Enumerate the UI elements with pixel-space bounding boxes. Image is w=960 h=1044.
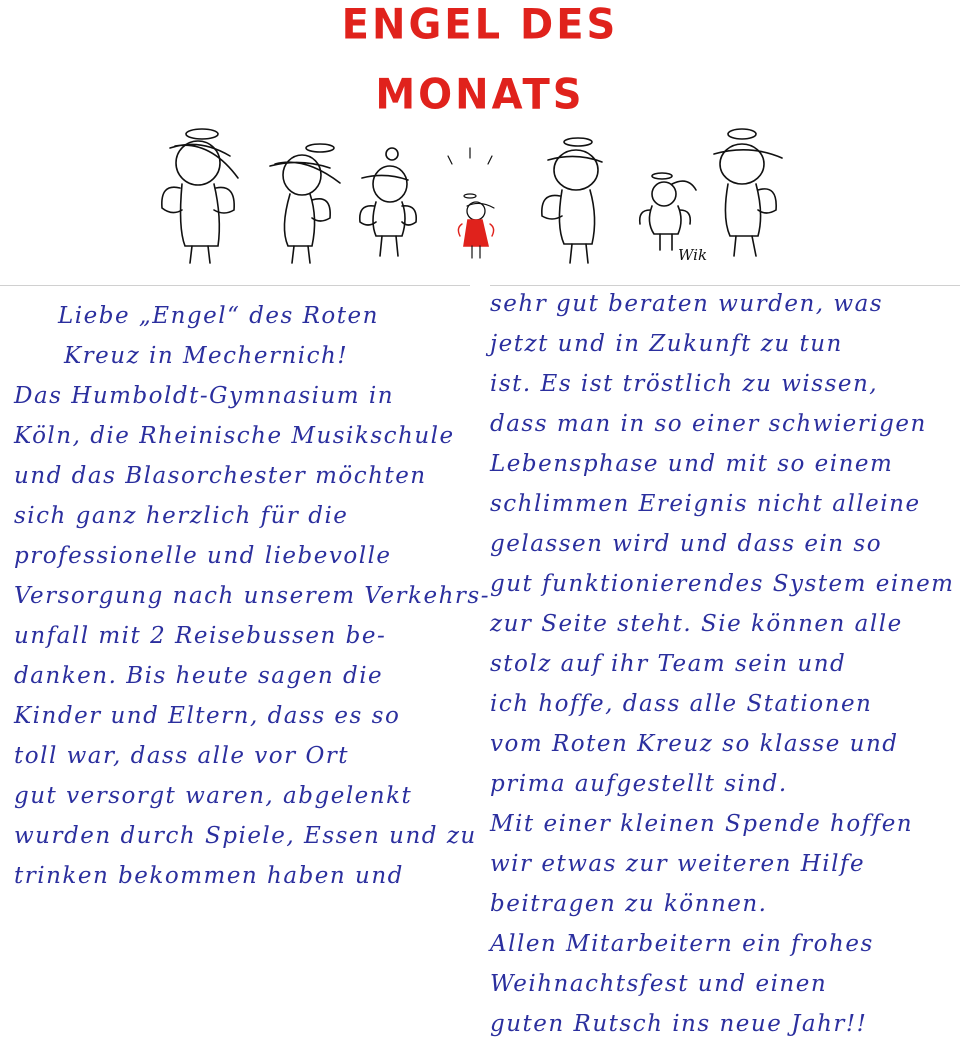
letter-line: und das Blasorchester möchten xyxy=(14,463,427,489)
letter-line: wir etwas zur weiteren Hilfe xyxy=(490,851,866,877)
letter-line: gut funktionierendes System einem xyxy=(490,571,955,597)
letter-line: danken. Bis heute sagen die xyxy=(14,663,384,689)
letter-left-column xyxy=(14,296,490,896)
letter-right-column xyxy=(490,284,955,1044)
letter-line: Mit einer kleinen Spende hoffen xyxy=(490,811,914,837)
letter-line: professionelle und liebevolle xyxy=(14,543,392,569)
letter-line: Köln, die Rheinische Musikschule xyxy=(14,423,455,449)
angel-figure xyxy=(640,173,696,250)
letter-line: Liebe „Engel“ des Roten xyxy=(58,303,379,329)
letter-line: unfall mit 2 Reisebussen be- xyxy=(14,623,387,649)
letter-line: Versorgung nach unserem Verkehrs- xyxy=(14,583,490,609)
letter-line: prima aufgestellt sind. xyxy=(490,771,788,797)
artist-signature: Wik xyxy=(678,246,708,264)
letter-line: gelassen wird und dass ein so xyxy=(490,531,883,557)
letter-line: stolz auf ihr Team sein und xyxy=(490,651,847,677)
letter-line: vom Roten Kreuz so klasse und xyxy=(490,731,899,757)
page-title-line-1: ENGEL DES xyxy=(341,0,619,50)
letter-line: sich ganz herzlich für die xyxy=(14,503,349,529)
letter-line: Allen Mitarbeitern ein frohes xyxy=(490,931,874,957)
letter-line: Kreuz in Mechernich! xyxy=(64,343,349,369)
angels-illustration xyxy=(130,118,830,278)
angel-figure xyxy=(542,138,602,263)
letter-line: Weihnachtsfest und einen xyxy=(490,971,828,997)
letter-line: trinken bekommen haben und xyxy=(14,863,404,889)
angel-figure xyxy=(270,144,340,263)
letter-line: wurden durch Spiele, Essen und zu xyxy=(14,823,477,849)
letter-line: Lebensphase und mit so einem xyxy=(490,451,894,477)
angel-figure xyxy=(162,129,238,263)
letter-line: ich hoffe, dass alle Stationen xyxy=(490,691,873,717)
letter-line: schlimmen Ereignis nicht alleine xyxy=(490,491,921,517)
letter-line: zur Seite steht. Sie können alle xyxy=(490,611,903,637)
angel-figure xyxy=(714,129,782,256)
letter-line: guten Rutsch ins neue Jahr!! xyxy=(490,1011,868,1037)
letter-line: ist. Es ist tröstlich zu wissen, xyxy=(490,371,879,397)
letter-line: beitragen zu können. xyxy=(490,891,768,917)
red-angel-figure xyxy=(448,148,494,258)
letter-line: Das Humboldt-Gymnasium in xyxy=(14,383,395,409)
letter-line: dass man in so einer schwierigen xyxy=(490,411,927,437)
letter-line: sehr gut beraten wurden, was xyxy=(490,291,884,317)
page-title-line-2: MONATS xyxy=(375,70,585,120)
letter-line: Kinder und Eltern, dass es so xyxy=(14,703,401,729)
divider xyxy=(0,285,470,286)
letter-line: gut versorgt waren, abgelenkt xyxy=(14,783,413,809)
letter-line: toll war, dass alle vor Ort xyxy=(14,743,350,769)
angel-figure xyxy=(360,148,416,256)
letter-line: jetzt und in Zukunft zu tun xyxy=(490,331,843,357)
